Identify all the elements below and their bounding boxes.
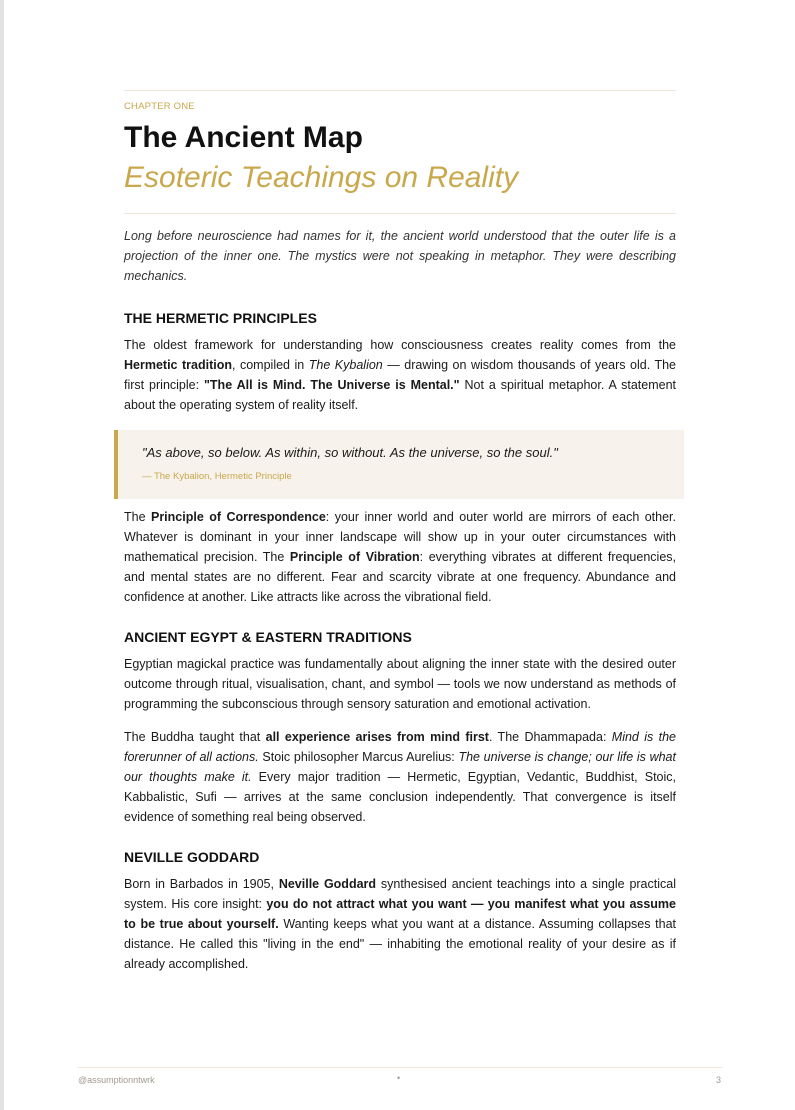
text-run: Egyptian magickal practice was fundamentally about aligning the inner state with the desired outer outcome through ritual, visualisation, chant, and symbol — tools we now understand as methods of programming the subconscious through sensory saturation and emotional activation. xyxy=(124,657,676,711)
footer-separator: • xyxy=(397,1073,401,1083)
page-number: 3 xyxy=(716,1075,722,1085)
bold-text: you do not attract what you want — you manifest what you assume to be true about yourself. xyxy=(124,897,676,931)
section-heading: ANCIENT EGYPT & EASTERN TRADITIONS xyxy=(124,629,412,645)
section-heading: NEVILLE GODDARD xyxy=(124,849,260,865)
text-run: The xyxy=(124,510,151,524)
bold-text: Principle of Vibration xyxy=(289,550,420,564)
bold-text: all experience arises from mind first xyxy=(265,730,489,744)
paragraph xyxy=(124,335,676,415)
text-run: Not a spiritual metaphor. A statement about the operating system of reality itself. xyxy=(124,378,676,412)
text-run: . The Dhammapada: xyxy=(488,730,612,744)
bold-text: "The All is Mind. The Universe is Mental." xyxy=(204,378,460,392)
italic-text: Mind is the forerunner of all actions. xyxy=(124,730,676,764)
footer-handle: @assumptionntwrk xyxy=(78,1075,155,1085)
intro-paragraph: Long before neuroscience had names for it, the ancient world understood that the outer life is a projection of the inner one. The mystics were not speaking in metaphor. They were describing mechanics. xyxy=(124,229,676,283)
paragraph xyxy=(124,507,676,607)
page-subtitle: Esoteric Teachings on Reality xyxy=(124,161,519,194)
title-divider xyxy=(124,213,676,214)
italic-text: The universe is change; our life is what our thoughts make it. xyxy=(124,750,676,784)
chapter-label: CHAPTER ONE xyxy=(124,101,195,112)
blockquote xyxy=(114,430,684,499)
text-run: The oldest framework for understanding how consciousness creates reality comes from the xyxy=(124,338,676,352)
text-run: , compiled in xyxy=(232,358,309,372)
bold-text: Neville Goddard xyxy=(278,877,377,891)
text-run: Born in Barbados in 1905, xyxy=(124,877,279,891)
bold-text: Hermetic tradition xyxy=(124,358,232,372)
text-run: : your inner world and outer world are mirrors of each other. Whatever is dominant in your inner landscape will show up in your outer circumstances with mathematical precision. The xyxy=(124,510,676,564)
footer-divider xyxy=(78,1067,722,1068)
paragraph xyxy=(124,727,676,827)
top-divider xyxy=(124,90,676,91)
text-run: — drawing on wisdom thousands of years old. The first principle: xyxy=(124,358,676,392)
page-title: The Ancient Map xyxy=(124,121,363,154)
section-heading: THE HERMETIC PRINCIPLES xyxy=(124,310,317,326)
italic-text: The Kybalion xyxy=(308,358,383,372)
text-run: synthesised ancient teachings into a single practical system. His core insight: xyxy=(124,877,676,911)
quote-text: "As above, so below. As within, so without. As the universe, so the soul." xyxy=(142,445,558,460)
paragraph xyxy=(124,654,676,714)
bold-text: Principle of Correspondence xyxy=(150,510,326,524)
viewer-edge xyxy=(0,0,4,1110)
text-run: Stoic philosopher Marcus Aurelius: xyxy=(258,750,459,764)
text-run: : everything vibrates at different frequencies, and mental states are no different. Fear and scarcity vibrate at one frequency. Abundance and confidence at another. Like attracts like across the vibrational field. xyxy=(124,550,676,604)
text-run: Wanting keeps what you want at a distance. Assuming collapses that distance. He called this "living in the end" — inhabiting the emotional reality of your desire as if already accomplished. xyxy=(124,917,676,971)
quote-attribution: — The Kybalion, Hermetic Principle xyxy=(142,471,292,482)
text-run: Every major tradition — Hermetic, Egyptian, Vedantic, Buddhist, Stoic, Kabbalistic, Sufi — arrives at the same conclusion independently. That convergence is itself evidence of something real being observed. xyxy=(124,770,676,824)
text-run: The Buddha taught that xyxy=(124,730,266,744)
paragraph xyxy=(124,874,676,974)
